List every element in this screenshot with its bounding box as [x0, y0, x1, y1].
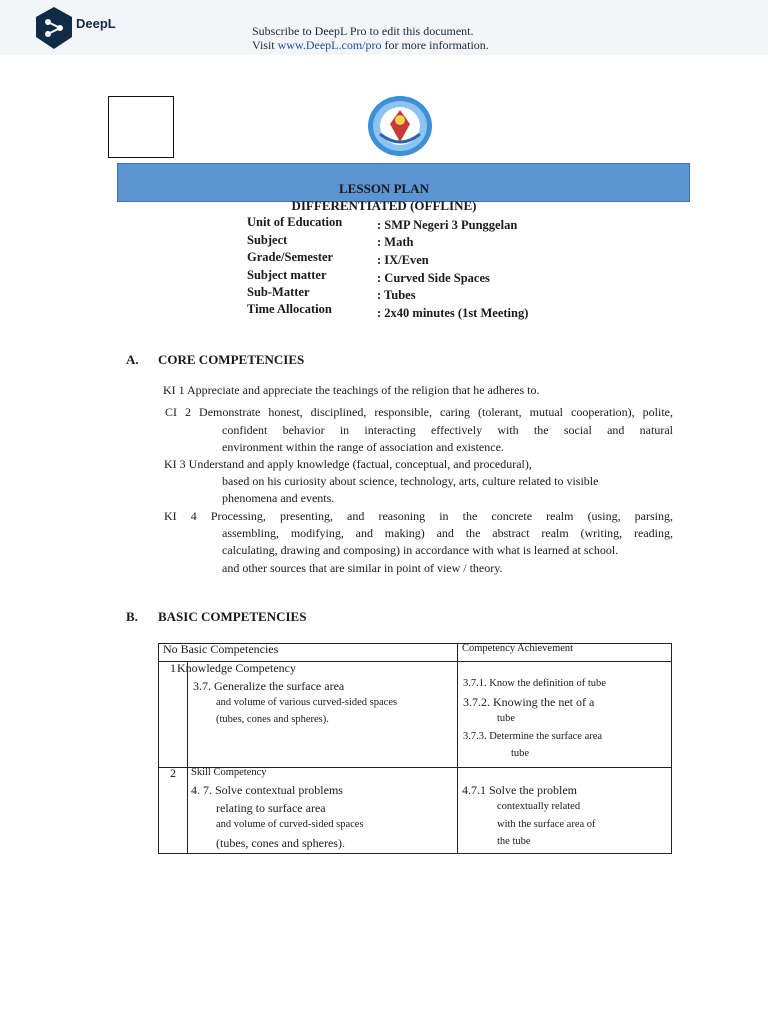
ki3-line-3: phenomena and events. — [222, 491, 335, 505]
ki4-line-3: calculating, drawing and composing) in accordance with what is learned at school. — [222, 543, 619, 557]
info-value-sub-matter: : Tubes — [377, 288, 416, 302]
ki4-line-2: assembling, modifying, and making) and the abstract realm (writing, reading, — [222, 526, 673, 540]
promo-text — [252, 24, 489, 52]
row2-ach-line-4: the tube — [497, 836, 531, 847]
info-label-time: Time Allocation — [247, 302, 332, 316]
deepl-logo-icon[interactable] — [34, 6, 74, 50]
info-value-time: : 2x40 minutes (1st Meeting) — [377, 306, 529, 320]
row2-kd-line-3: and volume of curved-sided spaces — [216, 819, 364, 830]
deepl-pro-link[interactable]: www.DeepL.com/pro — [277, 38, 382, 52]
document-title: LESSON PLAN — [339, 181, 429, 196]
ki2-line-2: confident behavior in interacting effectively with the social and natural — [222, 423, 673, 437]
row2-kd-line-1: 4. 7. Solve contextual problems — [191, 783, 343, 797]
ki1-text: KI 1 Appreciate and appreciate the teachings of the religion that he adheres to. — [163, 383, 540, 397]
row1-ach-line-1: 3.7.1. Know the definition of tube — [463, 678, 606, 689]
row1-kd-line-1: 3.7. Generalize the surface area — [193, 679, 345, 693]
ki4-line-1: KI 4 Processing, presenting, and reasoning in the concrete realm (using, parsing, — [164, 509, 673, 523]
document-subtitle: DIFFERENTIATED (OFFLINE) — [291, 198, 477, 213]
table-divider-left — [187, 661, 188, 854]
deepl-banner — [0, 0, 768, 55]
ki4-line-4: and other sources that are similar in point of view / theory. — [222, 561, 503, 575]
ki3-line-2: based on his curiosity about science, technology, arts, culture related to visible — [222, 474, 599, 488]
row1-ach-line-5: tube — [511, 748, 530, 759]
row1-kd-line-2: and volume of various curved-sided spaces — [216, 697, 398, 708]
row1-kd-line-3: (tubes, cones and spheres). — [216, 714, 329, 725]
info-value-unit: : SMP Negeri 3 Punggelan — [377, 218, 518, 232]
section-a-letter: A. — [126, 352, 139, 367]
row1-ach-line-2: 3.7.2. Knowing the net of a — [463, 695, 595, 709]
school-emblem-icon — [366, 94, 434, 158]
promo-line-2: Visit www.DeepL.com/pro for more information. — [252, 38, 489, 52]
section-b-heading: BASIC COMPETENCIES — [158, 609, 307, 624]
row1-ach-line-4: 3.7.3. Determine the surface area — [463, 731, 603, 742]
row2-kd-line-4: (tubes, cones and spheres). — [216, 836, 345, 850]
row2-ach-line-2: contextually related — [497, 801, 581, 812]
info-label-subject-matter: Subject matter — [247, 268, 327, 282]
info-label-unit: Unit of Education — [247, 215, 343, 229]
info-value-subject-matter: : Curved Side Spaces — [377, 271, 490, 285]
table-header-competency-achievement: Competency Achievement — [462, 643, 574, 654]
ki2-line-3: environment within the range of association and existence. — [222, 440, 504, 454]
table-divider-middle — [457, 643, 458, 854]
ki2-line-1: CI 2 Demonstrate honest, disciplined, responsible, caring (tolerant, mutual cooperation), polite, — [165, 405, 673, 419]
empty-box — [108, 96, 174, 158]
table-header-basic-competencies: No Basic Competencies — [163, 642, 279, 656]
row1-group: Knowledge Competency — [177, 661, 296, 675]
ki3-line-1: KI 3 Understand and apply knowledge (factual, conceptual, and procedural), — [164, 457, 532, 471]
row2-ach-line-1: 4.7.1 Solve the problem — [462, 783, 577, 797]
info-value-subject: : Math — [377, 235, 414, 249]
info-label-subject: Subject — [247, 233, 288, 247]
row2-number: 2 — [170, 766, 176, 780]
row1-number: 1 — [170, 661, 176, 675]
info-label-sub-matter: Sub-Matter — [247, 285, 310, 299]
promo-line-1: Subscribe to DeepL Pro to edit this document. — [252, 24, 474, 38]
row2-kd-line-2: relating to surface area — [216, 801, 326, 815]
deepl-logo-text[interactable]: DeepL — [76, 16, 116, 31]
row2-group: Skill Competency — [191, 767, 267, 778]
info-label-grade: Grade/Semester — [247, 250, 334, 264]
section-b-letter: B. — [126, 609, 138, 624]
row2-ach-line-3: with the surface area of — [497, 819, 596, 830]
row1-ach-line-3: tube — [497, 713, 516, 724]
info-value-grade: : IX/Even — [377, 253, 429, 267]
section-a-heading: CORE COMPETENCIES — [158, 352, 305, 367]
